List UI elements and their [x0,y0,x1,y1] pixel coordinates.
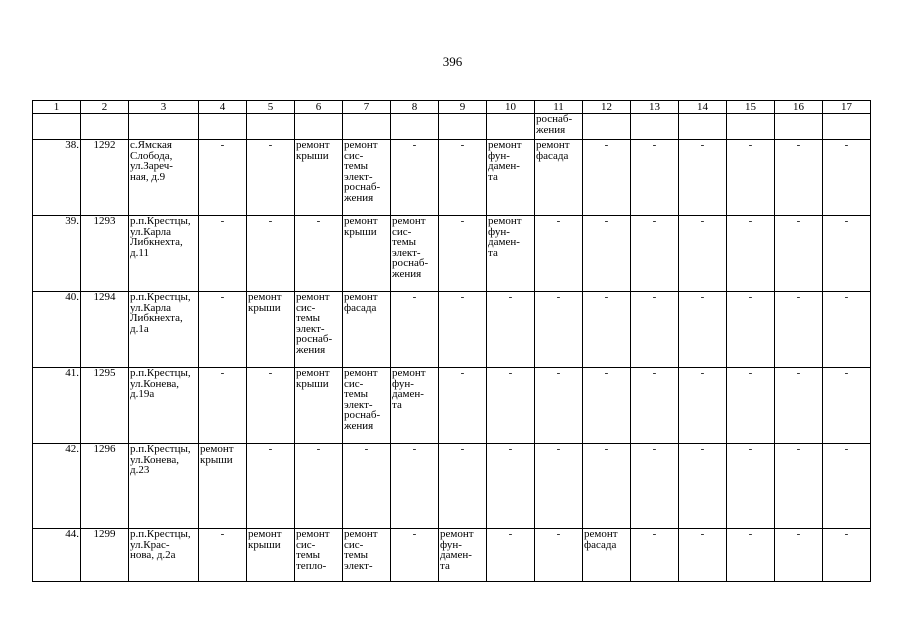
column-header: 2 [81,101,129,114]
work-cell: ремонт крыши [295,368,343,444]
work-cell: - [631,292,679,368]
work-cell: - [439,368,487,444]
work-cell: ремонт сис- темы элект- роснаб- жения [343,368,391,444]
work-cell: - [583,216,631,292]
address-cell: р.п.Крестцы, ул.Карла Либкнехта, д.1а [129,292,199,368]
work-cell: - [535,216,583,292]
work-cell: - [631,140,679,216]
house-code: 1295 [81,368,129,444]
work-cell: - [727,292,775,368]
work-cell: ремонт фасада [583,529,631,582]
table-cell [631,114,679,140]
column-header: 4 [199,101,247,114]
house-code: 1299 [81,529,129,582]
work-cell: - [775,292,823,368]
address-cell: р.п.Крестцы, ул.Карла Либкнехта, д.11 [129,216,199,292]
work-cell: ремонт крыши [247,529,295,582]
work-cell: ремонт фун- дамен- та [391,368,439,444]
work-cell: - [487,292,535,368]
work-cell: - [727,140,775,216]
work-cell: - [439,292,487,368]
work-cell: - [679,292,727,368]
work-cell: - [247,216,295,292]
table-cell [343,114,391,140]
column-header: 6 [295,101,343,114]
work-cell: - [439,444,487,529]
column-header: 5 [247,101,295,114]
row-number: 41. [33,368,81,444]
work-cell: - [775,529,823,582]
table-row [33,292,871,368]
work-cell: - [583,140,631,216]
column-header: 11 [535,101,583,114]
table-row [33,368,871,444]
column-header: 16 [775,101,823,114]
work-cell: - [679,444,727,529]
work-cell: - [679,529,727,582]
column-header: 15 [727,101,775,114]
row-number: 44. [33,529,81,582]
work-cell: - [631,529,679,582]
work-cell: - [391,529,439,582]
column-header: 13 [631,101,679,114]
work-cell: ремонт фун- дамен- та [487,140,535,216]
work-cell: - [775,216,823,292]
work-cell: - [487,529,535,582]
work-cell: - [199,529,247,582]
page-number: 396 [442,54,463,69]
work-cell: ремонт фасада [343,292,391,368]
work-cell: - [727,444,775,529]
work-cell: - [535,444,583,529]
table-cell [679,114,727,140]
work-cell: - [823,216,871,292]
work-cell: - [679,216,727,292]
house-code: 1296 [81,444,129,529]
continuation-row [33,114,871,140]
column-header: 14 [679,101,727,114]
row-number: 39. [33,216,81,292]
work-cell: - [199,140,247,216]
table-cell [129,114,199,140]
column-header: 17 [823,101,871,114]
work-cell: - [487,368,535,444]
table-cell [81,114,129,140]
table-cell [199,114,247,140]
work-cell: - [583,368,631,444]
work-cell: - [727,529,775,582]
work-cell: - [439,140,487,216]
work-cell: - [391,140,439,216]
table-cell [391,114,439,140]
work-cell: - [487,444,535,529]
work-cell: - [631,444,679,529]
work-cell: - [199,292,247,368]
work-cell: - [679,140,727,216]
column-header: 3 [129,101,199,114]
work-cell: ремонт сис- темы элект- роснаб- жения [343,140,391,216]
row-number: 40. [33,292,81,368]
work-cell: - [775,368,823,444]
work-cell: ремонт сис- темы элект- роснаб- жения [391,216,439,292]
address-cell: р.п.Крестцы, ул.Крас- нова, д.2а [129,529,199,582]
work-cell: - [727,216,775,292]
work-cell: - [343,444,391,529]
table-cell [727,114,775,140]
work-cell: ремонт крыши [247,292,295,368]
work-cell: ремонт крыши [199,444,247,529]
table-cell [823,114,871,140]
address-cell: р.п.Крестцы, ул.Конева, д.23 [129,444,199,529]
work-cell: - [775,140,823,216]
house-code: 1293 [81,216,129,292]
work-cell: - [535,368,583,444]
table-cell [775,114,823,140]
work-cell: - [679,368,727,444]
table-cell [439,114,487,140]
column-header: 9 [439,101,487,114]
table-row [33,140,871,216]
column-header: 8 [391,101,439,114]
work-cell: - [439,216,487,292]
work-cell: - [295,216,343,292]
table-cell: роснаб- жения [535,114,583,140]
work-cell: - [247,444,295,529]
work-cell: ремонт сис- темы элект- роснаб- жения [295,292,343,368]
column-header-row [33,101,871,114]
table-row [33,444,871,529]
table-cell [583,114,631,140]
row-number: 38. [33,140,81,216]
work-cell: ремонт сис- темы элект- [343,529,391,582]
table-row [33,529,871,582]
table-cell [33,114,81,140]
work-cell: - [823,292,871,368]
work-cell: - [631,216,679,292]
address-cell: с.Ямская Слобода, ул.Зареч- ная, д.9 [129,140,199,216]
work-cell: - [823,140,871,216]
work-cell: - [631,368,679,444]
work-cell: - [199,368,247,444]
work-cell: ремонт сис- темы тепло- [295,529,343,582]
work-cell: - [199,216,247,292]
work-cell: ремонт фун- дамен- та [487,216,535,292]
work-cell: - [775,444,823,529]
house-code: 1292 [81,140,129,216]
work-cell: - [823,529,871,582]
work-cell: - [247,140,295,216]
address-cell: р.п.Крестцы, ул.Конева, д.19а [129,368,199,444]
repair-schedule-table [32,100,871,582]
column-header: 1 [33,101,81,114]
table-cell [295,114,343,140]
table-cell [247,114,295,140]
work-cell: - [727,368,775,444]
column-header: 7 [343,101,391,114]
work-cell: - [535,529,583,582]
work-cell: ремонт крыши [343,216,391,292]
work-cell: - [535,292,583,368]
work-cell: ремонт крыши [295,140,343,216]
table-cell [487,114,535,140]
work-cell: - [247,368,295,444]
work-cell: - [583,444,631,529]
house-code: 1294 [81,292,129,368]
work-cell: ремонт фун- дамен- та [439,529,487,582]
work-cell: ремонт фасада [535,140,583,216]
work-cell: - [823,368,871,444]
column-header: 12 [583,101,631,114]
work-cell: - [391,292,439,368]
row-number: 42. [33,444,81,529]
table-row [33,216,871,292]
work-cell: - [823,444,871,529]
column-header: 10 [487,101,535,114]
work-cell: - [391,444,439,529]
work-cell: - [295,444,343,529]
work-cell: - [583,292,631,368]
